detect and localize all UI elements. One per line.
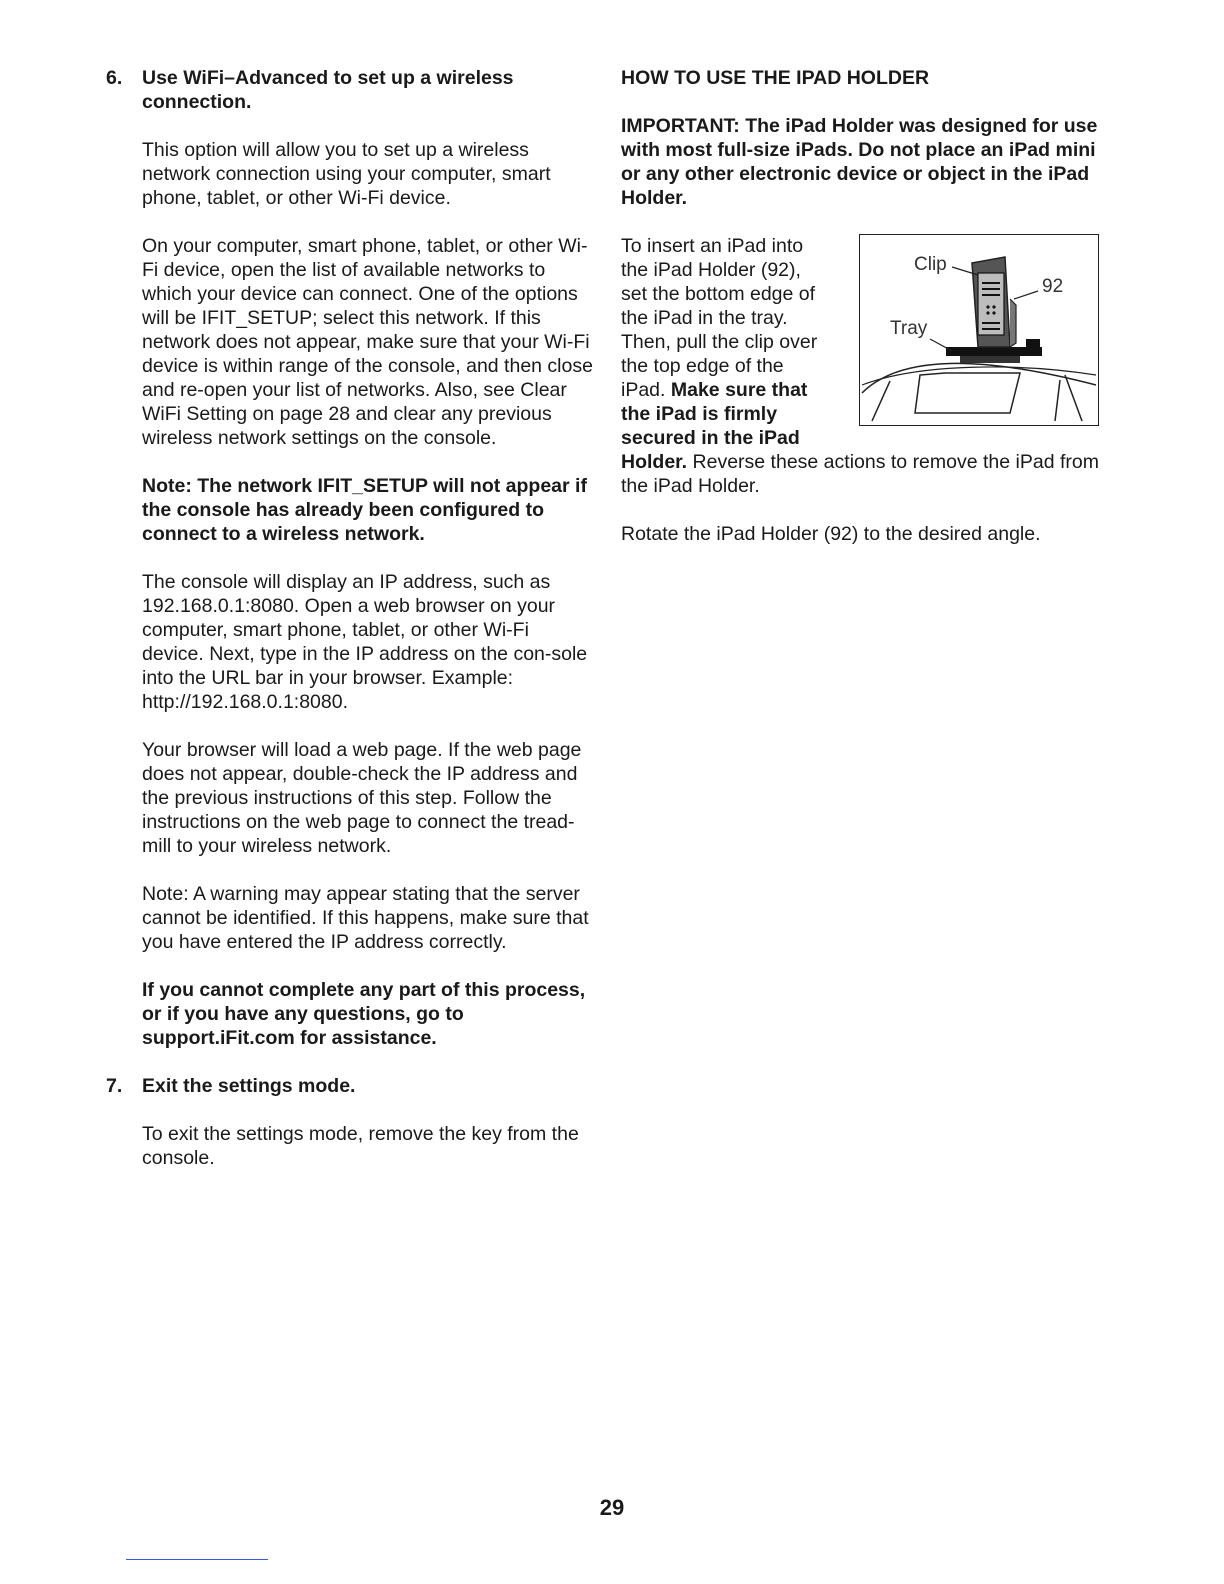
- note: Note: The network IFIT_SETUP will not appear if the console has already been configured to connect to a wireless network.: [142, 475, 587, 545]
- step-6-heading: [106, 66, 596, 114]
- step-title: Use WiFi–Advanced to set up a wireless connection.: [142, 67, 514, 113]
- important-note: IMPORTANT: The iPad Holder was designed for use with most full-size iPads. Do not place an iPad mini or any other electronic device or object in the iPad Holder.: [621, 115, 1098, 209]
- part-number-label: 92: [1042, 276, 1064, 297]
- section-heading: HOW TO USE THE IPAD HOLDER: [621, 67, 930, 89]
- paragraph: Note: A warning may appear stating that the server cannot be identified. If this happens, make sure that you have entered the IP address correctly.: [142, 883, 589, 953]
- right-column: [621, 66, 1111, 546]
- insert-instructions: [621, 234, 1111, 498]
- ipad-holder-figure: [859, 234, 1101, 428]
- footer-rule: [126, 1559, 268, 1560]
- paragraph: This option will allow you to set up a wireless network connection using your computer, smart phone, tablet, or other Wi-Fi device.: [142, 139, 551, 209]
- rotate-instruction: Rotate the iPad Holder (92) to the desired angle.: [621, 523, 1041, 545]
- paragraph: On your computer, smart phone, tablet, or other Wi-Fi device, open the list of available networks to which your device can connect. One of the options will be IFIT_SETUP; select this network. If this network does not appear, make sure that your Wi-Fi device is within range of the console, and then close and re-open your list of networks. Also, see Clear WiFi Setting on page 28 and clear any previous wireless network settings on the console.: [142, 235, 593, 449]
- insert-text: To insert an iPad into the iPad Holder (92), set the bottom edge of the iPad in the tray. Then, pull the clip over the top edge of the iPad.: [621, 235, 818, 401]
- step-number: 7.: [106, 1075, 123, 1097]
- page-number: 29: [599, 1495, 625, 1520]
- paragraph: Your browser will load a web page. If the web page does not appear, double-check the IP address and the previous instructions of this step. Follow the instructions on the web page to connect the tread-mill to your wireless network.: [142, 739, 582, 857]
- insert-tail: Reverse these actions to remove the iPad from the iPad Holder.: [621, 451, 1099, 497]
- step-number: 6.: [106, 67, 123, 89]
- paragraph: To exit the settings mode, remove the key from the console.: [142, 1123, 579, 1169]
- left-column: [106, 66, 596, 1170]
- paragraph: The console will display an IP address, such as 192.168.0.1:8080. Open a web browser on your computer, smart phone, tablet, or other Wi-Fi device. Next, type in the IP address on the con-sole into the URL bar in your browser. Example: http://192.168.0.1:8080.: [142, 571, 588, 713]
- clip-label: Clip: [914, 254, 947, 275]
- help-note: If you cannot complete any part of this process, or if you have any questions, go to support.iFit.com for assistance.: [142, 979, 586, 1049]
- step-7-heading: [106, 1074, 596, 1098]
- tray-label: Tray: [890, 318, 928, 339]
- insert-warning: Make sure that the iPad is firmly secured in the iPad Holder.: [621, 379, 808, 473]
- step-title: Exit the settings mode.: [142, 1075, 356, 1097]
